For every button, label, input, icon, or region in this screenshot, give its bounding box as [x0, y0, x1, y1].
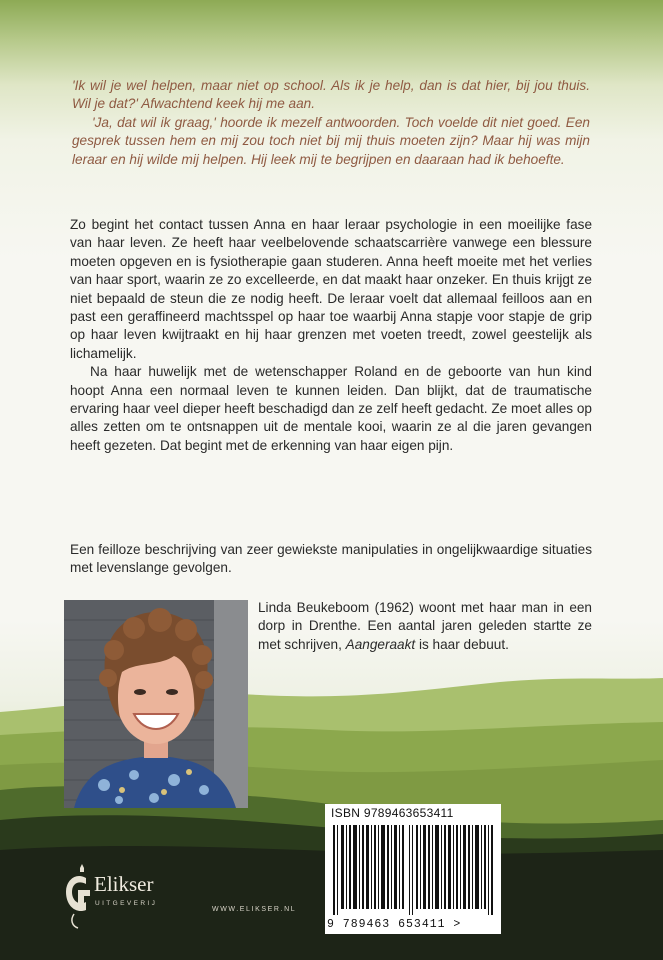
book-title: Aangeraakt — [345, 636, 416, 652]
barcode-digits: 9 789463 653411 > — [327, 918, 462, 931]
blurb-paragraph-1: Zo begint het contact tussen Anna en haar leraar psychologie in een moeilijke fase van haar leven. Ze heeft haar veelbelovende schaatscarrière vanwege een blessure moeten opgeven en is fysiotherapie gaan studeren. Anna heeft moeite met het verlies van haar sport, waarin ze zo excelleerde, en dat maakt haar onzeker. En thuis krijgt ze niet bepaald de steun die ze nodig heeft. De leraar voelt dat allemaal feilloos aan en past een geraffineerd machtsspel op haar toe waarbij Anna stapje voor stapje de grip op haar leven kwijtraakt en hij haar grenzen met voeten treedt, zowel geestelijk als lichamelijk. — [70, 217, 592, 361]
barcode-icon — [333, 825, 493, 915]
author-bio — [258, 599, 592, 654]
blurb — [70, 216, 592, 455]
author-bio-text: Linda Beukeboom (1962) woont met haar man in een dorp in Drenthe. Een aantal jaren geleden startte ze met schrijven, — [258, 600, 592, 652]
blurb-paragraph-2: Na haar huwelijk met de wetenschapper Roland en de geboorte van hun kind hoopt Anna een normaal leven te kunnen leiden. Dan blijkt, dat de traumatische ervaring haar veel dieper heeft beschadigd dan ze zelf heeft gedacht. Ze moet alles op alles zetten om te ontsnappen uit de mentale kooi, waarin ze al die jaren gevangen heeft gezeten. Dat begint met de erkenning van haar eigen pijn. — [70, 364, 592, 453]
excerpt-quote — [72, 77, 590, 169]
author-photo — [64, 600, 248, 808]
publisher-name: Elikser — [94, 872, 154, 896]
publisher-subtitle: UITGEVERIJ — [95, 900, 158, 907]
isbn-label: ISBN 9789463653411 — [331, 806, 454, 820]
quote-paragraph-2: 'Ja, dat wil ik graag,' hoorde ik mezelf antwoorden. Toch voelde dit niet goed. Een gesprek tussen hem en mij zou toch niet bij mij thuis moeten zijn? Maar hij was mijn leraar en hij wilde mij helpen. Hij leek mij te begrijpen en daaraan had ik behoefte. — [72, 114, 590, 167]
author-portrait-illustration — [64, 600, 248, 808]
elikser-emblem-icon — [60, 862, 94, 932]
blurb-tagline: Een feilloze beschrijving van zeer gewiekste manipulaties in ongelijkwaardige situaties met levenslange gevolgen. — [70, 542, 592, 576]
isbn-barcode-block — [325, 804, 501, 934]
author-bio-ending: is haar debuut. — [415, 636, 509, 652]
publisher-logo — [60, 862, 200, 932]
publisher-website[interactable]: WWW.ELIKSER.NL — [212, 906, 297, 913]
quote-paragraph-1: 'Ik wil je wel helpen, maar niet op school. Als ik je help, dan is dat hier, bij jou thuis. Wil je dat?' Afwachtend keek hij me aan. — [72, 78, 590, 112]
